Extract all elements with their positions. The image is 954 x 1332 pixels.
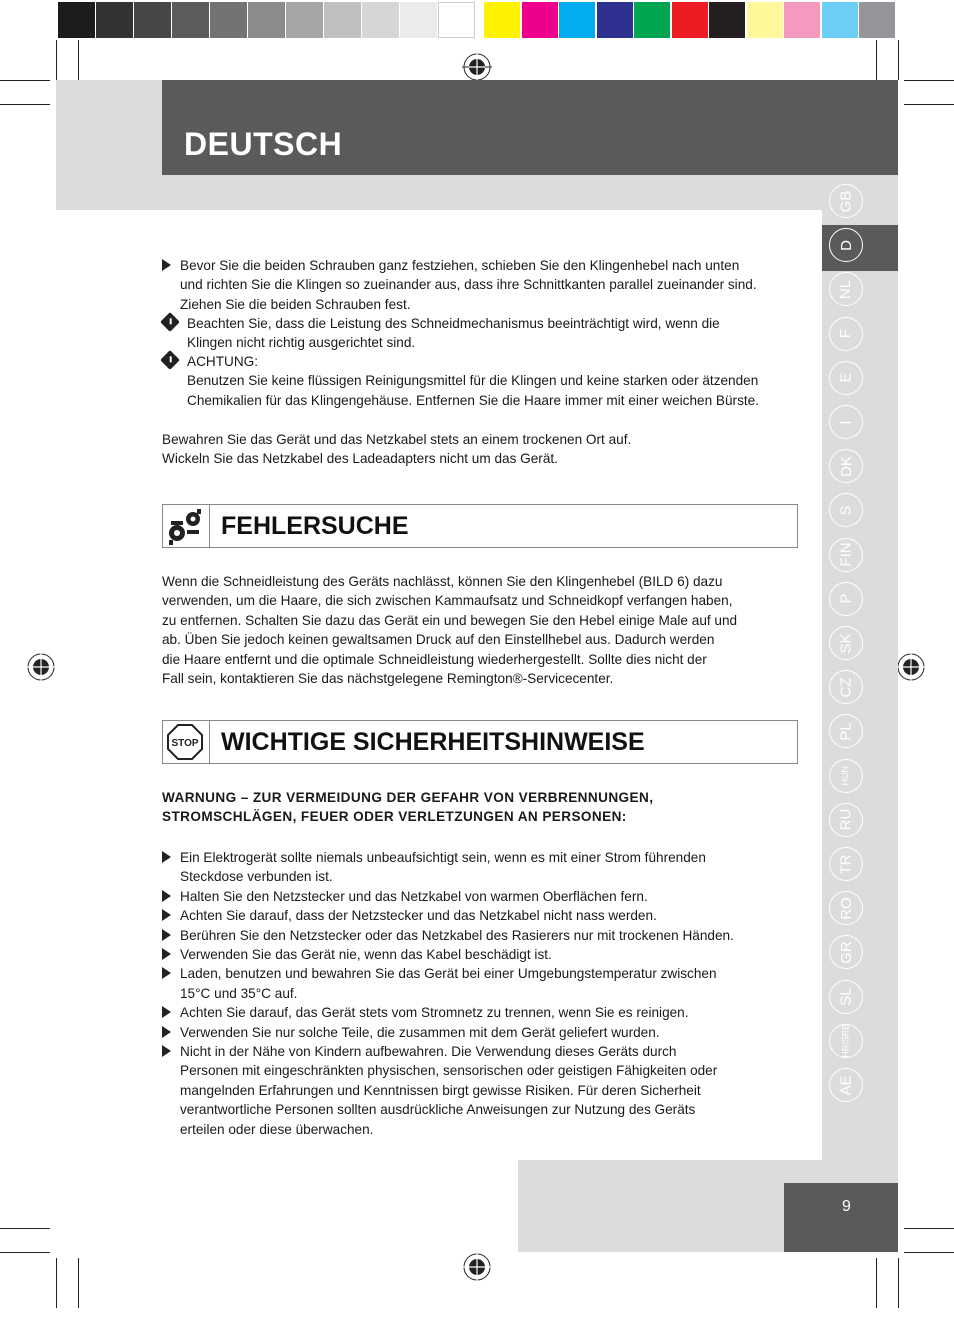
color-swatch	[672, 2, 708, 38]
intro-bullet-1: Bevor Sie die beiden Schrauben ganz festziehen, schieben Sie den Klingenhebel nach unten und richten Sie die Klingen so zueinander aus, dass ihre Schnittkanten parallel zueinander sind. Ziehen Sie die beiden Schrauben fest.	[180, 258, 757, 312]
language-tab-hun[interactable]	[829, 759, 863, 793]
safety-warning-heading: WARNUNG – ZUR VERMEIDUNG DER GEFAHR VON VERBRENNUNGEN, STROMSCHLÄGEN, FEUER ODER VERLETZUNGEN AN PERSONEN:	[162, 790, 654, 825]
language-tab-label: P	[837, 593, 855, 604]
storage-paragraph: Bewahren Sie das Gerät und das Netzkabel stets an einem trockenen Ort auf. Wickeln Sie das Netzkabel des Ladeadapters nicht um das Gerät.	[162, 432, 632, 467]
registration-mark-top	[462, 52, 492, 82]
gray-swatch	[210, 2, 247, 38]
page-number: 9	[842, 1198, 851, 1215]
language-tab-label: I	[837, 419, 855, 425]
page-number-box	[784, 1183, 898, 1252]
bullet-arrow-icon	[162, 948, 171, 960]
gray-swatch	[324, 2, 361, 38]
safety-item: Verwenden Sie das Gerät nie, wenn das Kabel beschädigt ist.	[180, 947, 552, 962]
bullet-arrow-icon	[162, 259, 171, 271]
language-tab-sl[interactable]	[829, 980, 863, 1014]
svg-text:STOP: STOP	[171, 738, 199, 749]
language-tab-sk[interactable]	[829, 626, 863, 660]
gray-swatch	[286, 2, 323, 38]
gray-swatch	[134, 2, 171, 38]
language-tab-label: AE	[837, 1074, 855, 1096]
gray-swatch	[248, 2, 285, 38]
gears-icon	[163, 505, 210, 547]
page-title: DEUTSCH	[184, 126, 343, 162]
safety-header	[162, 720, 798, 764]
safety-item: Ein Elektrogerät sollte niemals unbeaufsichtigt sein, wenn es mit einer Strom führenden Steckdose verbunden ist.	[180, 850, 706, 885]
language-tab-label: F	[837, 329, 855, 339]
language-tab-ru[interactable]	[829, 803, 863, 837]
color-swatch	[597, 2, 633, 38]
troubleshooting-header	[162, 504, 798, 548]
warning-icon	[160, 350, 180, 370]
safety-item: Achten Sie darauf, das Gerät stets vom Stromnetz zu trennen, wenn Sie es reinigen.	[180, 1005, 689, 1021]
bullet-arrow-icon	[162, 890, 171, 902]
intro-warning-1: Beachten Sie, dass die Leistung des Schneidmechanismus beeinträchtigt wird, wenn die Klingen nicht richtig ausgerichtet sind.	[187, 316, 720, 351]
bullet-arrow-icon	[162, 967, 171, 979]
troubleshooting-paragraph: Wenn die Schneidleistung des Geräts nachlässt, können Sie den Klingenhebel (BILD 6) dazu verwenden, um die Haare, die sich zwischen Kammaufsatz und Schneidkopf verfangen haben, zu entfernen. Schalten Sie dazu das Gerät ein und bewegen Sie den Hebel einige Male auf und ab. Üben Sie jedoch keinen gewaltsamen Druck auf den Einstellhebel aus. Dadurch werden die Haare entfernt und die optimale Schneidleistung wiederhergestellt. Sollte dies nicht der Fall sein, kontaktieren Sie das nächstgelegene Remington®-Servicecenter.	[162, 574, 738, 687]
language-tab-cz[interactable]	[829, 670, 863, 704]
language-tab-label: DK	[837, 455, 855, 477]
language-tab-ae[interactable]	[829, 1068, 863, 1102]
language-tab-fin[interactable]	[829, 538, 863, 572]
language-tab-label: TR	[837, 854, 855, 874]
color-swatch	[822, 2, 858, 38]
language-tab-label: S	[837, 505, 855, 516]
registration-mark-right	[896, 652, 926, 682]
safety-item: Laden, benutzen und bewahren Sie das Gerät bei einer Umgebungstemperatur zwischen 15°C und 35°C auf.	[180, 966, 717, 1001]
language-tab-tr[interactable]	[829, 847, 863, 881]
gray-swatch	[96, 2, 133, 38]
color-swatch	[747, 2, 783, 38]
bullet-arrow-icon	[162, 909, 171, 921]
language-tab-label: SL	[837, 987, 855, 1006]
section-title: FEHLERSUCHE	[221, 512, 409, 540]
registration-mark-left	[26, 652, 56, 682]
bullet-arrow-icon	[162, 1006, 171, 1018]
warning-icon	[160, 312, 180, 332]
registration-mark-bottom	[462, 1252, 492, 1282]
language-tab-label: D	[837, 239, 855, 251]
language-tab-label: RU	[837, 808, 855, 831]
language-tab-f[interactable]	[829, 317, 863, 351]
color-swatch	[522, 2, 558, 38]
language-tab-hr-srb[interactable]	[829, 1024, 863, 1058]
gray-swatch	[362, 2, 399, 38]
language-tab-label: FIN	[837, 542, 855, 567]
language-tab-label: CZ	[837, 677, 855, 698]
language-tab-label: GR	[837, 941, 855, 964]
safety-item: Nicht in der Nähe von Kindern aufbewahren. Die Verwendung dieses Geräts durch Personen mit eingeschränkten physischen, sensorischen oder geistigen Fähigkeiten oder mangelnden Erfahrungen und Kenntnissen birgt gewisse Risiken. Für deren Sicherheit verantwortliche Personen sollten ausdrückliche Anweisungen zur Nutzung des Geräts erteilen oder diese überwachen.	[180, 1044, 718, 1137]
language-tab-p[interactable]	[829, 582, 863, 616]
section-title: WICHTIGE SICHERHEITSHINWEISE	[221, 728, 645, 756]
bullet-arrow-icon	[162, 1026, 171, 1038]
language-tab-label: GB	[837, 190, 855, 212]
safety-item: Halten Sie den Netzstecker und das Netzkabel von warmen Oberflächen fern.	[180, 888, 648, 904]
language-tab-label: NL	[837, 279, 855, 299]
language-tab-label: SK	[837, 632, 855, 654]
bullet-arrow-icon	[162, 1045, 171, 1057]
language-tab-ro[interactable]	[829, 891, 863, 925]
language-tab-gb[interactable]	[829, 184, 863, 218]
language-tab-e[interactable]	[829, 361, 863, 395]
intro-warning-2: ACHTUNG: Benutzen Sie keine flüssigen Reinigungsmittel für die Klingen und keine starken oder ätzenden Chemikalien für das Klingengehäuse. Entfernen Sie die Haare immer mit einer weichen Bürste.	[187, 354, 759, 408]
gray-swatch	[172, 2, 209, 38]
color-swatch	[709, 2, 745, 38]
safety-item: Verwenden Sie nur solche Teile, die zusammen mit dem Gerät geliefert wurden.	[180, 1024, 660, 1040]
color-swatch	[634, 2, 670, 38]
gray-swatch	[400, 2, 437, 38]
language-tab-label: HUN	[840, 765, 851, 786]
color-swatch	[484, 2, 520, 38]
language-tab-dk[interactable]	[829, 449, 863, 483]
language-tab-label: E	[837, 372, 855, 383]
color-swatch	[784, 2, 820, 38]
safety-item: Berühren Sie den Netzstecker oder das Netzkabel des Rasierers nur mit trockenen Händen.	[180, 927, 734, 943]
color-swatch	[559, 2, 595, 38]
safety-item: Achten Sie darauf, dass der Netzstecker und das Netzkabel nicht nass werden.	[180, 908, 657, 924]
language-tab-label: PL	[837, 722, 855, 741]
gray-swatch	[58, 2, 95, 38]
bullet-arrow-icon	[162, 851, 171, 863]
stop-sign-icon	[163, 721, 210, 763]
gray-swatch	[438, 2, 475, 38]
language-tab-label: RO	[837, 896, 855, 920]
color-swatch	[859, 2, 895, 38]
language-tab-label: HR/SRB	[840, 1023, 851, 1058]
bullet-arrow-icon	[162, 929, 171, 941]
language-tab-i[interactable]	[829, 405, 863, 439]
language-tab-d[interactable]	[829, 228, 863, 262]
